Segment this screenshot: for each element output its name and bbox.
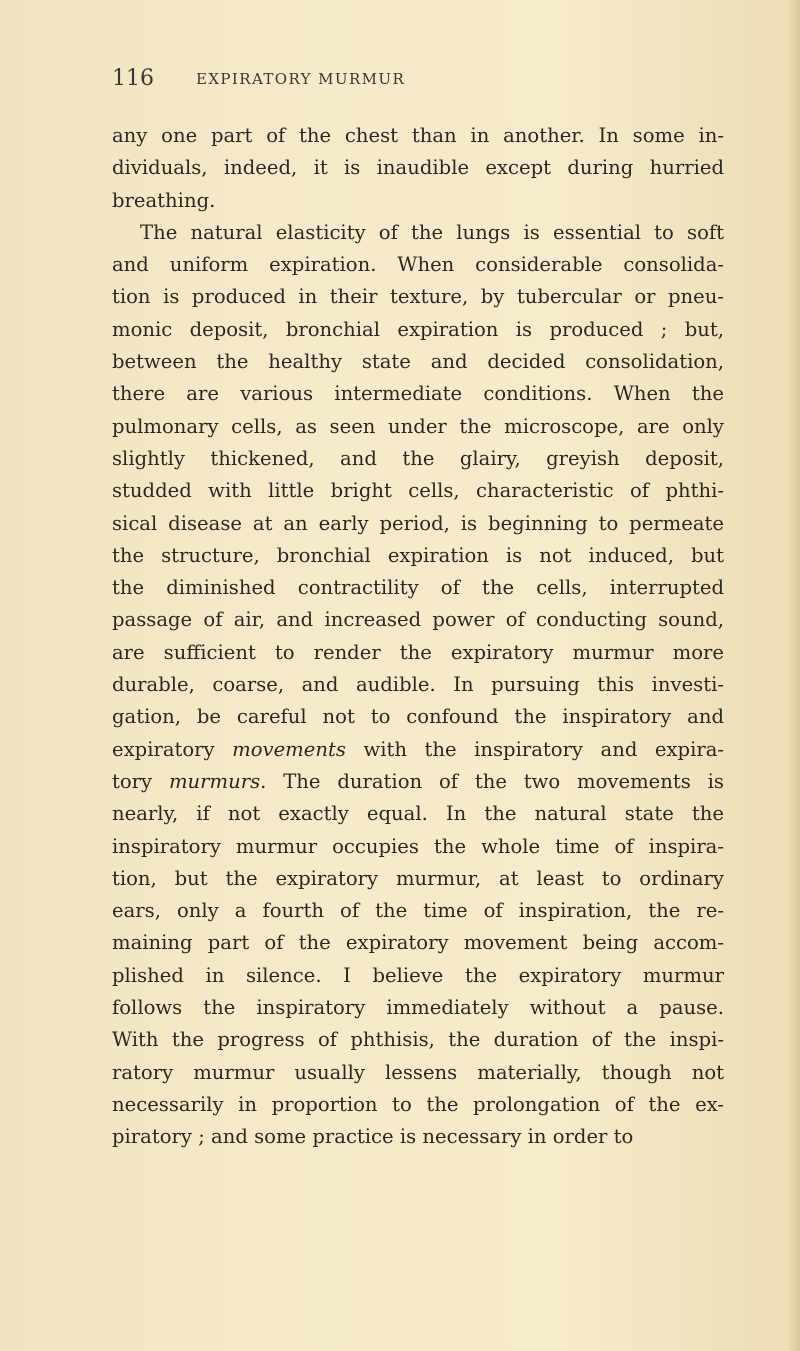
text-line: tion is produced in their texture, by tubercular or pneu- [112, 285, 724, 309]
text-line: pulmonary cells, as seen under the microscope, are only [112, 414, 724, 438]
text-line: studded with little bright cells, characteristic of phthi- [112, 479, 724, 503]
text-line: With the progress of phthisis, the duration of the inspi- [112, 1028, 724, 1052]
text-line: there are various intermediate conditions. When the [112, 382, 724, 406]
text-line: sical disease at an early period, is beginning to permeate [112, 511, 724, 535]
text-line: the structure, bronchial expiration is not induced, but [112, 543, 724, 567]
text-line: the diminished contractility of the cells, interrupted [112, 576, 724, 600]
text-line: ears, only a fourth of the time of inspiration, the re- [112, 899, 724, 923]
text-line: monic deposit, bronchial expiration is produced ; but, [112, 317, 724, 341]
text-run: expiratory [112, 737, 215, 761]
text-line: and uniform expiration. When considerable consolida- [112, 253, 724, 277]
text-line: breathing. [112, 188, 216, 212]
text-line: gation, be careful not to confound the inspiratory and [112, 705, 724, 729]
text-line: The natural elasticity of the lungs is essential to soft [140, 220, 724, 244]
text-line: between the healthy state and decided consolidation, [112, 350, 724, 374]
running-head: EXPIRATORY MURMUR [196, 70, 406, 88]
page-edge-shadow [788, 0, 800, 1351]
text-line: plished in silence. I believe the expiratory murmur [112, 963, 724, 987]
text-line-mixed [112, 766, 724, 798]
text-line: inspiratory murmur occupies the whole time of inspira- [112, 834, 724, 858]
text-run: The duration of the two movements is [283, 769, 724, 793]
italic-run: murmurs. [168, 769, 267, 793]
text-line: maining part of the expiratory movement being accom- [112, 931, 724, 955]
text-line: nearly, if not exactly equal. In the natural state the [112, 802, 724, 826]
text-run: with the inspiratory and expira- [363, 737, 725, 761]
text-line: durable, coarse, and audible. In pursuing this investi- [112, 673, 724, 697]
text-run: tory [112, 769, 153, 793]
text-line: ratory murmur usually lessens materially, though not [112, 1060, 724, 1084]
italic-run: movements [232, 737, 346, 761]
page-number: 116 [112, 66, 154, 91]
text-line: follows the inspiratory immediately without a pause. [112, 996, 724, 1020]
text-line: dividuals, indeed, it is inaudible except during hurried [112, 156, 724, 180]
text-line: are sufficient to render the expiratory murmur more [112, 640, 724, 664]
page-header [112, 66, 722, 96]
text-line: slightly thickened, and the glairy, greyish deposit, [112, 446, 724, 470]
text-line: any one part of the chest than in another. In some in- [112, 124, 724, 147]
body-text [112, 120, 724, 1154]
text-line-mixed [112, 734, 724, 766]
text-line: tion, but the expiratory murmur, at least to ordinary [112, 866, 724, 890]
text-line: piratory ; and some practice is necessary in order to [112, 1125, 634, 1149]
text-line: passage of air, and increased power of conducting sound, [112, 608, 724, 632]
text-line: necessarily in proportion to the prolongation of the ex- [112, 1092, 724, 1116]
